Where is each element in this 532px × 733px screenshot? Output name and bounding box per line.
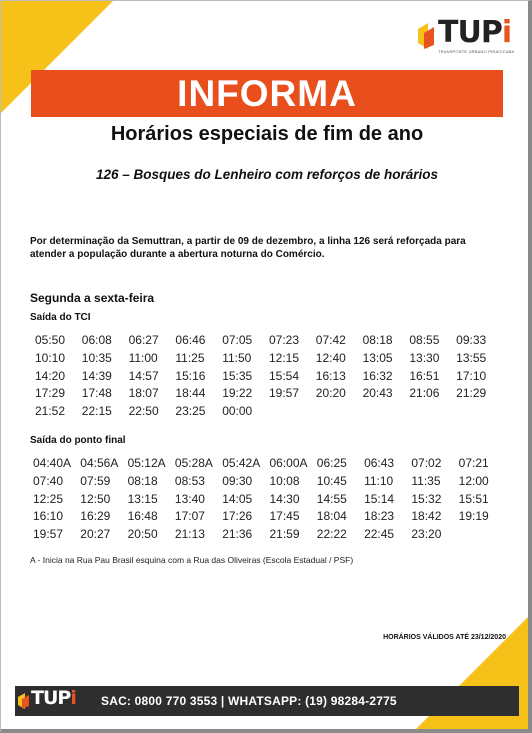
tci-time: 22:50 — [128, 404, 159, 419]
end-time: 16:48 — [127, 509, 158, 524]
tupi-logo — [416, 15, 515, 61]
tci-time: 13:55 — [456, 350, 487, 365]
end-time: 10:08 — [269, 473, 300, 488]
tci-time: 10:10 — [35, 350, 66, 365]
end-time: 12:00 — [458, 473, 489, 488]
tci-time: 08:18 — [362, 333, 393, 347]
footer-logo — [15, 686, 93, 716]
end-time: 11:35 — [411, 473, 441, 488]
page-subtitle: 126 – Bosques do Lenheiro com reforços de horários — [95, 167, 439, 182]
end-time: 22:22 — [316, 527, 347, 542]
tci-time: 18:44 — [175, 386, 206, 401]
end-time: 20:27 — [80, 527, 111, 542]
banner-text: INFORMA — [177, 72, 357, 114]
tci-time: 11:00 — [128, 350, 158, 365]
tci-time: 19:22 — [222, 386, 253, 401]
informa-banner — [31, 70, 503, 117]
end-time: 15:32 — [411, 491, 442, 506]
end-time: 13:40 — [174, 491, 205, 506]
tci-time: 15:16 — [175, 368, 206, 383]
end-time: 17:26 — [222, 509, 253, 524]
end-time: 06:00A — [269, 456, 308, 470]
tci-time: 17:10 — [456, 368, 487, 383]
tci-time: 08:55 — [409, 333, 440, 347]
end-time: 06:25 — [316, 456, 347, 470]
tci-time: 10:35 — [81, 350, 112, 365]
tci-time: 19:57 — [268, 386, 300, 401]
tci-time: 20:20 — [315, 386, 346, 401]
end-time: 14:55 — [316, 491, 347, 506]
end-time: 07:02 — [411, 456, 442, 470]
logo-wordmark: TUPi — [438, 15, 512, 50]
intro-paragraph: Por determinação da Semuttran, a partir de 09 de dezembro, a linha 126 será reforçada para atender a população durante a abertura noturna do Comércio. — [30, 236, 466, 260]
tci-time: 17:29 — [35, 386, 66, 401]
tci-time: 06:27 — [128, 333, 159, 347]
end-time: 16:10 — [33, 509, 64, 524]
tci-time: 07:23 — [268, 333, 300, 347]
tci-time: 11:50 — [222, 350, 252, 365]
end-time: 10:45 — [316, 473, 347, 488]
end-time: 14:30 — [269, 491, 300, 506]
end-time: 09:30 — [222, 473, 253, 488]
tci-time: 05:50 — [35, 333, 66, 347]
end-time: 07:40 — [33, 473, 64, 488]
footer-logo-mark-icon — [17, 691, 31, 711]
tci-time: 16:13 — [315, 368, 346, 383]
tci-time: 07:42 — [315, 333, 346, 347]
tci-time: 13:30 — [409, 350, 440, 365]
page-title: Horários especiais de fim de ano — [110, 123, 424, 145]
end-time: 22:45 — [364, 527, 395, 542]
tci-time: 21:06 — [409, 386, 440, 401]
logo-mark-icon — [416, 19, 438, 53]
end-time: 04:40A — [33, 456, 72, 470]
tci-time: 21:29 — [456, 386, 487, 401]
end-time: 16:29 — [80, 509, 111, 524]
tci-time: 17:48 — [81, 386, 112, 401]
footer-contact: SAC: 0800 770 3553 | WHATSAPP: (19) 98284-2775 — [101, 694, 397, 708]
end-time: 23:20 — [411, 527, 442, 542]
tci-time: 06:08 — [81, 333, 112, 347]
end-time: 17:45 — [269, 509, 300, 524]
tci-time: 18:07 — [128, 386, 159, 401]
from-end-heading: Saída do ponto final — [30, 435, 126, 446]
end-time: 19:19 — [458, 509, 489, 524]
from-tci-heading: Saída do TCI — [30, 312, 91, 323]
tci-time: 12:40 — [315, 350, 346, 365]
weekday-heading: Segunda a sexta-feira — [30, 291, 155, 305]
end-time: 18:23 — [364, 509, 395, 524]
end-time: 05:12A — [127, 456, 166, 470]
tci-time: 07:05 — [222, 333, 253, 347]
footnote: A - Inicia na Rua Pau Brasil esquina com a Rua das Oliveiras (Escola Estadual / PSF) — [30, 555, 354, 565]
end-time: 15:51 — [458, 491, 489, 506]
tci-time: 11:25 — [175, 350, 205, 365]
footer-logo-wordmark: TUPi — [31, 687, 76, 709]
end-time: 08:53 — [174, 473, 205, 488]
end-time: 21:36 — [222, 527, 253, 542]
tci-time: 14:57 — [128, 368, 159, 383]
end-time: 05:28A — [174, 456, 213, 470]
valid-until: HORÁRIOS VÁLIDOS ATÉ 23/12/2020 — [383, 634, 506, 641]
tci-time: 23:25 — [175, 404, 206, 419]
end-time: 21:13 — [174, 527, 205, 542]
end-time: 11:10 — [364, 473, 394, 488]
tci-time: 13:05 — [362, 350, 393, 365]
tci-time: 14:39 — [81, 368, 112, 383]
tci-time: 15:54 — [268, 368, 300, 383]
end-time: 18:04 — [316, 509, 347, 524]
end-time: 15:14 — [364, 491, 395, 506]
from-tci-times — [35, 333, 503, 422]
tci-time: 16:51 — [409, 368, 440, 383]
end-time: 13:15 — [127, 491, 158, 506]
end-time: 14:05 — [222, 491, 253, 506]
from-end-times — [33, 456, 506, 545]
end-time: 19:57 — [33, 527, 64, 542]
tci-time: 09:33 — [456, 333, 487, 347]
end-time: 21:59 — [269, 527, 300, 542]
footer-bar — [15, 686, 519, 716]
tci-time: 21:52 — [35, 404, 66, 419]
end-time: 20:50 — [127, 527, 158, 542]
end-time: 07:21 — [458, 456, 489, 470]
tci-time: 15:35 — [222, 368, 253, 383]
tci-time: 00:00 — [222, 404, 253, 419]
end-time: 12:50 — [80, 491, 111, 506]
end-time: 18:42 — [411, 509, 442, 524]
end-time: 08:18 — [127, 473, 158, 488]
end-time: 06:43 — [364, 456, 395, 470]
tci-time: 16:32 — [362, 368, 393, 383]
tci-time: 14:20 — [35, 368, 66, 383]
end-time: 05:42A — [222, 456, 261, 470]
tci-time: 06:46 — [175, 333, 206, 347]
end-time: 12:25 — [33, 491, 64, 506]
tci-time: 20:43 — [362, 386, 393, 401]
logo-subtitle: TRANSPORTE URBANO PIRACICABA — [438, 49, 515, 54]
tci-time: 12:15 — [268, 350, 300, 365]
end-time: 07:59 — [80, 473, 111, 488]
tci-time: 22:15 — [81, 404, 112, 419]
end-time: 04:56A — [80, 456, 119, 470]
end-time: 17:07 — [174, 509, 205, 524]
